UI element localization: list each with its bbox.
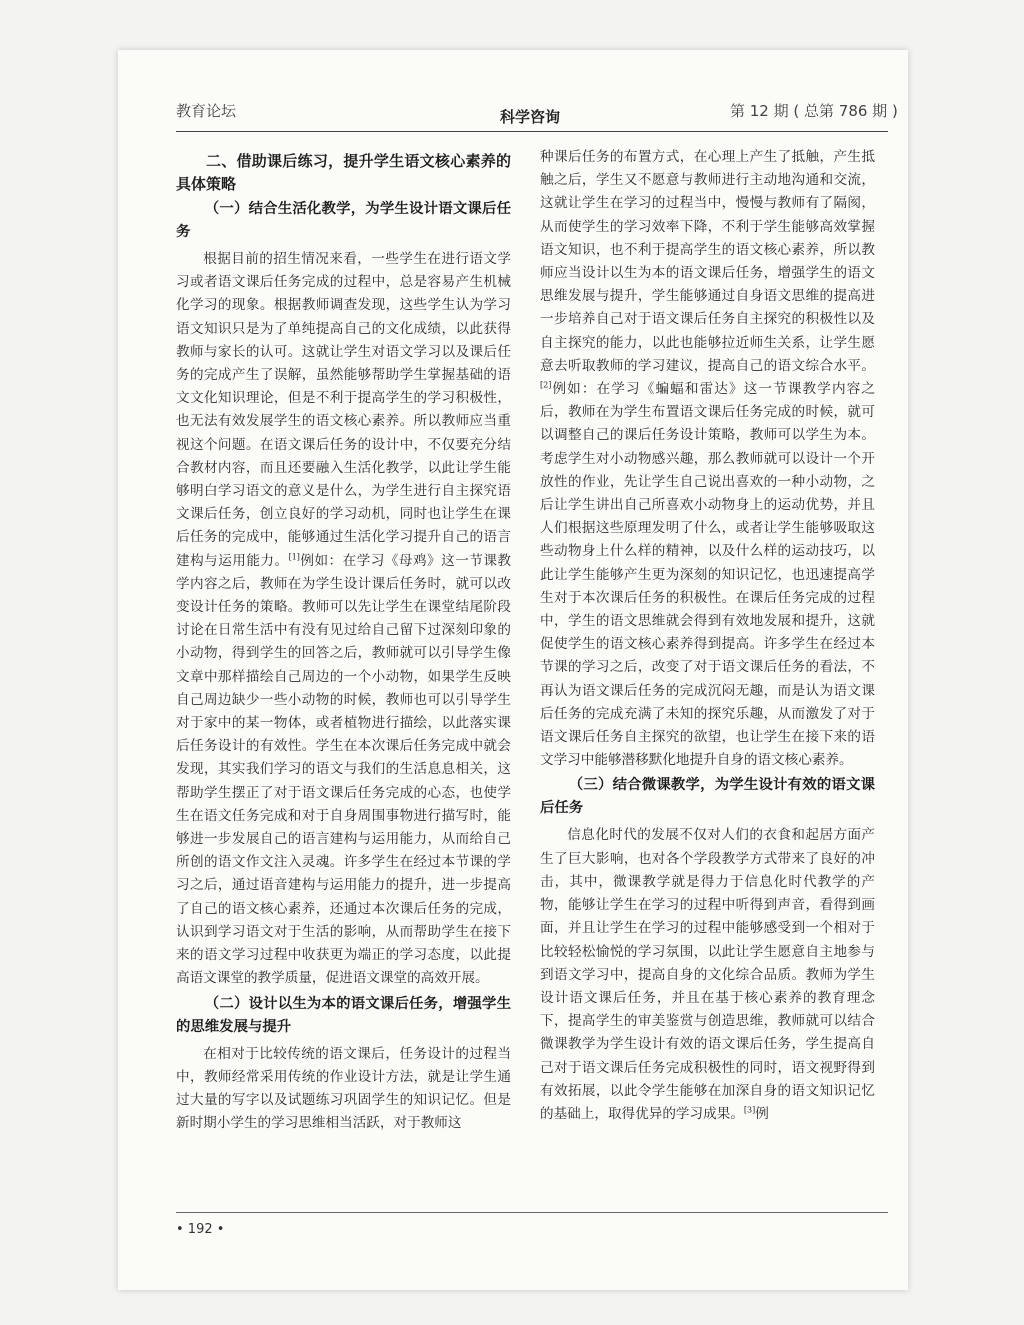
paragraph-3-body: 信息化时代的发展不仅对人们的衣食和起居方面产生了巨大影响，也对各个学段教学方式带来了良好的冲击，其中，微课教学就是得力于信息化时代教学的产物，能够让学生在学习的过程中听得到声音，看得到画面，并且让学生在学习的过程中能够感受到一个相对于比较轻松愉悦的学习氛围，以此让学生愿意自主地参与到语文学习中，提高自身的文化综合品质。教师为学生设计语文课后任务，并且在基于核心素养的教育理念下，提高学生的审美鉴赏与创造思维，教师就可以结合微课教学为学生设计有效的语文课后任务，学生提高自己对于语文课后任务完成积极性的同时，语文视野得到有效拓展，以此令学生能够在加深自身的语文知识记忆的基础上，取得优异的学习成果。 — [540, 827, 875, 1122]
header-section: 教育论坛 — [176, 102, 237, 120]
subsection-3-title: （三）结合微课教学，为学生设计有效的语文课后任务 — [540, 777, 875, 817]
paragraph-2a: 种课后任务的布置方式，在心理上产生了抵触，产生抵触之后，学生又不愿意与教师进行主动地沟通和交流，这就让学生在学习的过程当中，慢慢与教师有了隔阂，从而使学生的学习效率下降，不利于学生能够高效掌握语文知识，也不利于提高学生的语文核心素养，所以教师应当设计以生为本的语文课后任务，增强学生的语文思维发展与提升，学生能够通过自身语文思维的提高进一步培养自己对于语文课后任务自主探究的积极性以及自主探究的能力，以此也能够拉近师生关系，让学生愿意去听取教师的学习建议，提高自己的语文综合水平。 — [540, 149, 875, 374]
header-rule — [176, 131, 888, 132]
citation-1: [1] — [288, 552, 300, 562]
header-issue: 第 12 期 ( 总第 786 期 ) — [730, 102, 898, 120]
paragraph-1b: 例如：在学习《母鸡》这一节课教学内容之后，教师在为学生设计课后任务时，就可以改变设计任务的策略。教师可以先让学生在课堂结尾阶段讨论在日常生活中有没有见过给自己留下过深刻印象的小动物，得到学生的回答之后，教师就可以引导学生像文章中那样描绘自己周边的一个小动物，如果学生反映自己周边缺少一些小动物的时候，教师也可以引导学生对于家中的某一物体，或者植物进行描绘，以此落实课后任务设计的有效性。学生在本次课后任务完成中就会发现，其实我们学习的语文与我们的生活息息相关，这帮助学生摆正了对于语文课后任务完成的心态，也使学生在语文任务完成和对于自身周围事物进行描写时，能够进一步发展自己的语言建构与运用能力，从而给自己所创的语文作文注入灵魂。许多学生在经过本节课的学习之后，通过语音建构与运用能力的提升，进一步提高了自己的语文核心素养，还通过本次课后任务的完成，认识到学习语文对于生活的影响，从而帮助学生在接下来的语文学习过程中收获更为端正的学习态度，以此提高语文课堂的教学质量，促进语文课堂的高效开展。 — [176, 552, 512, 987]
left-column — [176, 146, 511, 1135]
paragraph-1a: 根据目前的招生情况来看，一些学生在进行语文学习或者语文课后任务完成的过程中，总是容易产生机械化学习的现象。根据教师调查发现，这些学生认为学习语文知识只是为了单纯提高自己的文化成绩，以此获得教师与家长的认可。这就让学生对语文学习以及课后任务的完成产生了误解，虽然能够帮助学生掌握基础的语文文化知识理论，但是不利于提高学生的学习积极性，也无法有效发展学生的语文核心素养。所以教师应当重视这个问题。在语文课后任务的设计中，不仅要充分结合教材内容，而且还要融入生活化教学，以此让学生能够明白学习语文的意义是什么，为学生进行自主探究语文课后任务，创立良好的学习动机，同时也让学生在课后任务的完成中，能够通过生活化学习提升自己的语言建构与运用能力。 — [176, 251, 511, 569]
paragraph-2: 在相对于比较传统的语文课后，任务设计的过程当中，教师经常采用传统的作业设计方法，就是让学生通过大量的写字以及试题练习巩固学生的知识记忆。但是新时期小学生的学习思维相当活跃，对于教师这 — [176, 1045, 511, 1132]
subsection-2-title: （二）设计以生为本的语文课后任务，增强学生的思维发展与提升 — [176, 995, 511, 1035]
right-column — [540, 146, 875, 1126]
paragraph-2b: 例如：在学习《蝙蝠和雷达》这一节课教学内容之后，教师在为学生布置语文课后任务完成的时候，就可以调整自己的课后任务设计策略，教师可以学生为本。考虑学生对小动物感兴趣，那么教师就可以设计一个开放性的作业，先让学生自己说出喜欢的一种小动物，之后让学生讲出自己所喜欢小动物身上的运动优势，并且人们根据这些原理发明了什么，或者让学生能够吸取这些动物身上什么样的精神，以及什么样的运动技巧，以此让学生能够产生更为深刻的知识记忆，也迅速提高学生对于本次课后任务的积极性。在课后任务完成的过程中，学生的语文思维就会得到有效地发展和提升，这就促使学生的语文核心素养得到提高。许多学生在经过本节课的学习之后，改变了对于语文课后任务的看法，不再认为语文课后任务的完成沉闷无趣，而是认为语文课后任务的完成充满了未知的探究乐趣，从而激发了对于语文课后任务自主探究的欲望，也让学生在接下来的语文学习中能够潜移默化地提升自身的语文核心素养。 — [540, 381, 875, 769]
footer-rule — [176, 1212, 888, 1213]
paragraph-3-tail: 例 — [755, 1105, 769, 1122]
paragraph-1 — [176, 248, 511, 991]
page-number: • 192 • — [176, 1222, 225, 1237]
paragraph-2-continued — [540, 146, 875, 772]
citation-3: [3] — [743, 1105, 756, 1115]
citation-2: [2] — [540, 380, 552, 390]
paragraph-3 — [540, 824, 875, 1126]
header-journal: 科学咨询 — [500, 108, 561, 126]
section-title: 二、借助课后练习，提升学生语文核心素养的具体策略 — [176, 152, 511, 193]
subsection-1-title: （一）结合生活化教学，为学生设计语文课后任务 — [176, 201, 511, 240]
